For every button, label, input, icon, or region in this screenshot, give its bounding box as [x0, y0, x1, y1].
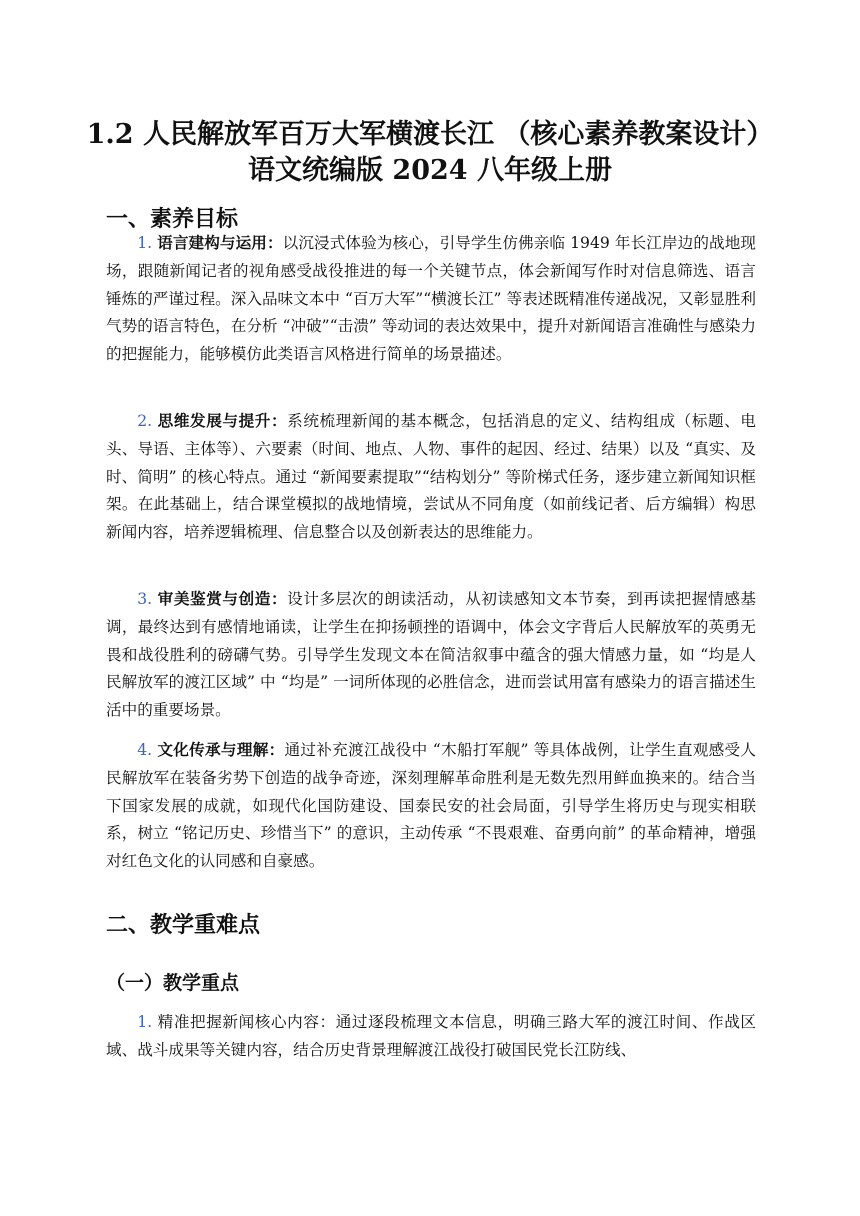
sub-heading-teaching-focus: （一）教学重点	[106, 972, 240, 994]
list-number: 3.	[137, 590, 153, 608]
goal-label: 语言建构与运用：	[157, 234, 283, 252]
list-number: 1.	[137, 234, 153, 252]
goal-text: 系统梳理新闻的基本概念，包括消息的定义、结构组成（标题、电头、导语、主体等）、六要素（时间、地点、人物、事件的起因、经过、结果）以及 “真实、及时、简明” 的核心特点。通过 “新闻要素提取”“结构划分” 等阶梯式任务，逐步建立新闻知识框架。在此基础上，结合课堂模拟的战地情境，尝试从不同角度（如前线记者、后方编辑）构思新闻内容，培养逻辑梳理、信息整合以及创新表达的思维能力。	[106, 412, 756, 542]
goal-paragraph-1	[106, 230, 756, 369]
list-number: 1.	[137, 1013, 153, 1031]
goal-text: 通过补充渡江战役中 “木船打军舰” 等具体战例，让学生直观感受人民解放军在装备劣势下创造的战争奇迹，深刻理解革命胜利是无数先烈用鲜血换来的。结合当下国家发展的成就，如现代化国防建设、国泰民安的社会局面，引导学生将历史与现实相联系，树立 “铭记历史、珍惜当下” 的意识，主动传承 “不畏艰难、奋勇向前” 的革命精神，增强对红色文化的认同感和自豪感。	[106, 741, 756, 871]
section-heading-goals: 一、素养目标	[106, 207, 239, 232]
document-title-line2: 语文统编版 2024 八年级上册	[248, 155, 612, 186]
list-number: 4.	[137, 741, 153, 759]
focus-paragraph-1	[106, 1009, 756, 1065]
document-title-line1: 1.2 人民解放军百万大军横渡长江 （核心素养教案设计）	[86, 119, 774, 150]
goal-paragraph-3	[106, 586, 756, 725]
goal-label: 文化传承与理解：	[157, 741, 285, 759]
goal-text: 以沉浸式体验为核心，引导学生仿佛亲临 1949 年长江岸边的战地现场，跟随新闻记者的视角感受战役推进的每一个关键节点，体会新闻写作时对信息筛选、语言锤炼的严谨过程。深入品味文本中 “百万大军”“横渡长江” 等表述既精准传递战况，又彰显胜利气势的语言特色，在分析 “冲破”“击溃” 等动词的表达效果中，提升对新闻语言准确性与感染力的把握能力，能够模仿此类语言风格进行简单的场景描述。	[106, 234, 756, 364]
list-number: 2.	[137, 412, 153, 430]
goal-paragraph-4	[106, 737, 756, 876]
goal-text: 设计多层次的朗读活动，从初读感知文本节奏，到再读把握情感基调，最终达到有感情地诵读，让学生在抑扬顿挫的语调中，体会文字背后人民解放军的英勇无畏和战役胜利的磅礴气势。引导学生发现文本在简洁叙事中蕴含的强大情感力量，如 “均是人民解放军的渡江区域” 中 “均是” 一词所体现的必胜信念，进而尝试用富有感染力的语言描述生活中的重要场景。	[106, 590, 756, 720]
goal-paragraph-2	[106, 408, 756, 547]
goal-label: 审美鉴赏与创造：	[157, 590, 288, 608]
focus-text: 精准把握新闻核心内容：通过逐段梳理文本信息，明确三路大军的渡江时间、作战区域、战斗成果等关键内容，结合历史背景理解渡江战役打破国民党长江防线、	[106, 1013, 756, 1059]
goal-label: 思维发展与提升：	[157, 412, 288, 430]
section-heading-key-points: 二、教学重难点	[106, 913, 261, 938]
